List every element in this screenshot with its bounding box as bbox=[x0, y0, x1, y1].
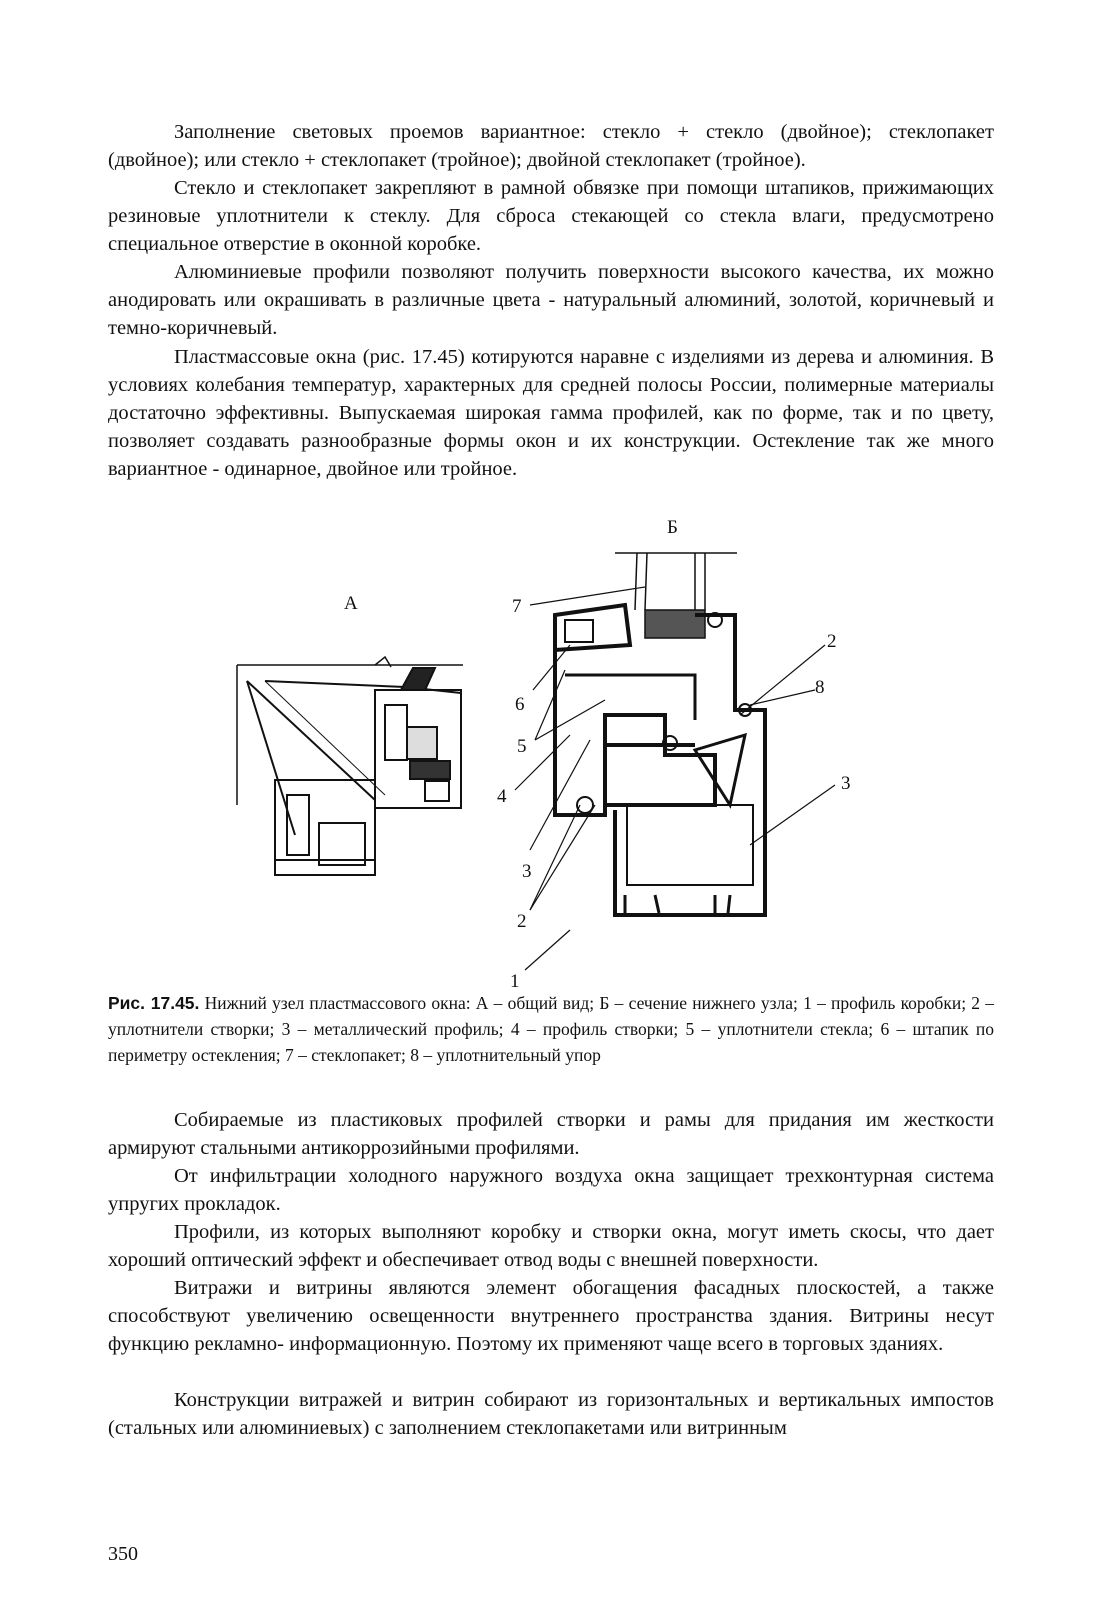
label-view-a: А bbox=[344, 593, 358, 614]
paragraph: От инфильтрации холодного наружного воздуха окна защищает трехконтурная система упругих прокладок. bbox=[108, 1165, 994, 1215]
callout-6: 6 bbox=[515, 694, 525, 715]
figure-window-bottom-node bbox=[225, 505, 865, 990]
paragraph: Пластмассовые окна (рис. 17.45) котируются наравне с изделиями из дерева и алюминия. В условиях колебания температур, характерных для средней полосы России, полимерные материалы достаточно эффективны. Выпускаемая широкая гамма профилей, как по форме, так и по цвету, позволяет создавать разнообразные формы окон и их конструкции. Остекление так же много вариантное - одинарное, двойное или тройное. bbox=[108, 346, 994, 480]
paragraph: Алюминиевые профили позволяют получить поверхности высокого качества, их можно анодировать или окрашивать в различные цвета - натуральный алюминий, золотой, коричневый и темно-коричневый. bbox=[108, 261, 994, 339]
callout-4: 4 bbox=[497, 786, 507, 807]
view-a-isometric bbox=[237, 657, 463, 875]
view-b-section bbox=[555, 553, 765, 915]
paragraph: Конструкции витражей и витрин собирают из горизонтальных и вертикальных импостов (стальных или алюминиевых) с заполнением стеклопакетами или витринным bbox=[108, 1389, 994, 1439]
callout-7: 7 bbox=[512, 596, 522, 617]
paragraph: Стекло и стеклопакет закрепляют в рамной обвязке при помощи штапиков, прижимающих резиновые уплотнители к стеклу. Для сброса стекающей со стекла влаги, предусмотрено специальное отверстие в оконной коробке. bbox=[108, 177, 994, 255]
caption-text: Нижний узел пластмассового окна: А – общий вид; Б – сечение нижнего узла; 1 – профиль коробки; 2 – уплотнители створки; 3 – металлический профиль; 4 – профиль створки; 5 – уплотнители стекла; 6 – штапик по периметру остекления; 7 – стеклопакет; 8 – уплотнительный упор bbox=[108, 993, 995, 1065]
callout-3-left: 3 bbox=[522, 861, 532, 882]
paragraph: Профили, из которых выполняют коробку и створки окна, могут иметь скосы, что дает хороший оптический эффект и обеспечивает отвод воды с внешней поверхности. bbox=[108, 1221, 994, 1271]
callout-8: 8 bbox=[815, 677, 825, 698]
page-number: 350 bbox=[108, 1543, 138, 1565]
callout-leaders bbox=[515, 587, 835, 970]
figure-caption bbox=[108, 990, 994, 1068]
paragraph: Заполнение световых проемов вариантное: стекло + стекло (двойное); стеклопакет (двойное); или стекло + стеклопакет (тройное); двойной стеклопакет (тройное). bbox=[108, 121, 994, 171]
callout-3-right: 3 bbox=[841, 773, 851, 794]
callout-2-left: 2 bbox=[517, 911, 527, 932]
window-profile-drawing bbox=[225, 505, 865, 990]
paragraph: Собираемые из пластиковых профилей створки и рамы для придания им жесткости армируют стальными антикоррозийными профилями. bbox=[108, 1109, 994, 1159]
figure-number: Рис. 17.45. bbox=[108, 993, 200, 1013]
callout-5: 5 bbox=[517, 736, 527, 757]
paragraph: Витражи и витрины являются элемент обогащения фасадных плоскостей, а также способствуют увеличению освещенности внутреннего пространства здания. Витрины несут функцию рекламно- информационную. Поэтому их применяют чаще всего в торговых зданиях. bbox=[108, 1277, 994, 1355]
callout-2-right: 2 bbox=[827, 631, 837, 652]
callout-1: 1 bbox=[510, 971, 520, 990]
label-view-b: Б bbox=[667, 517, 678, 538]
